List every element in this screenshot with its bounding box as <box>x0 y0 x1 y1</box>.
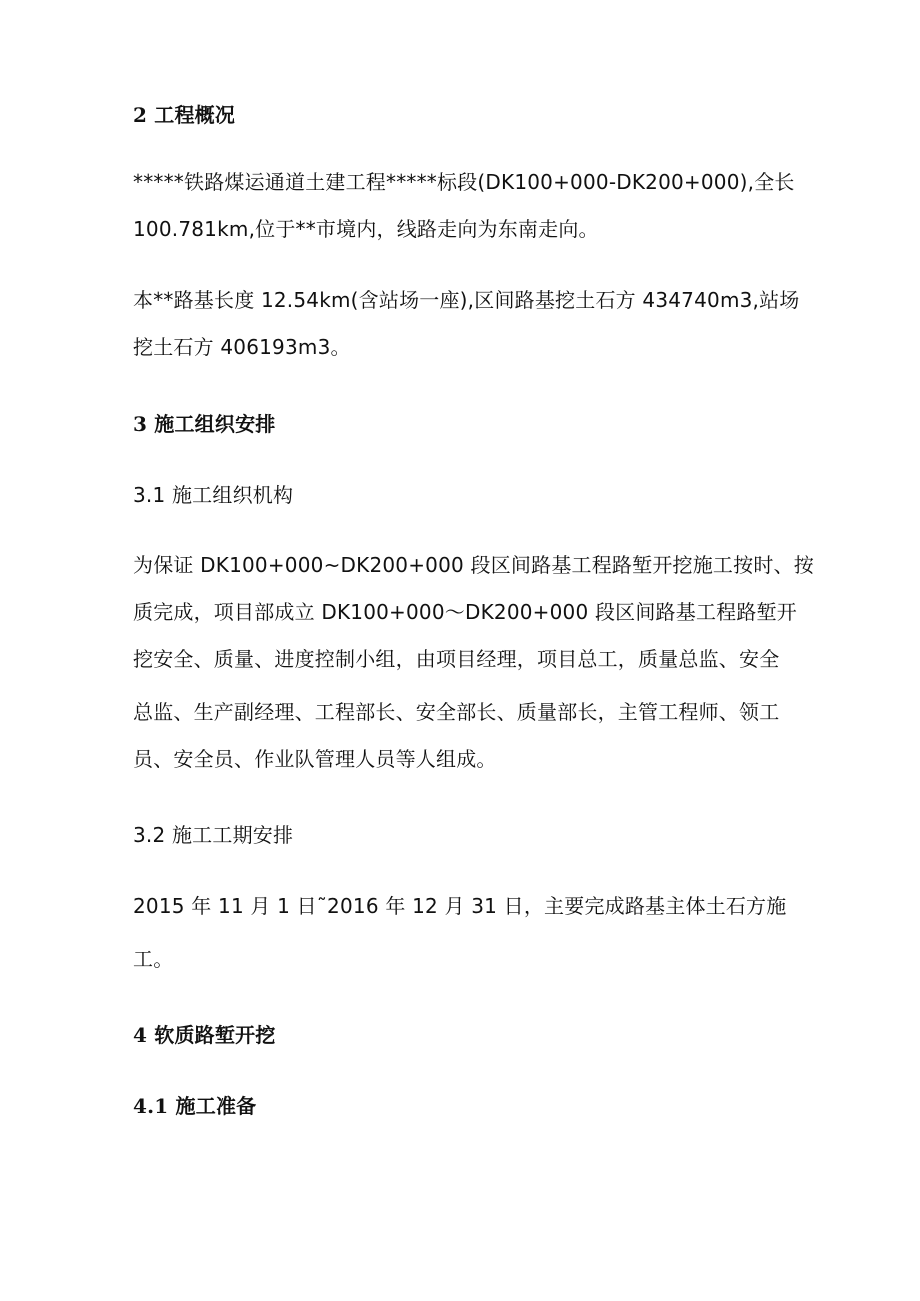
paragraph-line: 质完成，项目部成立 DK100+000～DK200+000 段区间路基工程路堑开 <box>133 600 797 624</box>
paragraph-line: 员、安全员、作业队管理人员等人组成。 <box>133 747 497 771</box>
paragraph-line: 为保证 DK100+000~DK200+000 段区间路基工程路堑开挖施工按时、按 <box>133 553 814 577</box>
paragraph-line: 本**路基长度 12.54km(含站场一座),区间路基挖土石方 434740m3,站场 <box>133 288 800 312</box>
subsection-heading-3-2: 3.2 施工工期安排 <box>133 823 294 847</box>
paragraph-line: 挖土石方 406193m3。 <box>133 335 351 359</box>
paragraph-line: 总监、生产副经理、工程部长、安全部长、质量部长，主管工程师、领工 <box>133 700 780 724</box>
paragraph-line: 100.781km,位于**市境内，线路走向为东南走向。 <box>133 217 599 241</box>
subsection-heading-3-1: 3.1 施工组织机构 <box>133 483 294 507</box>
paragraph-line: 2015 年 11 月 1 日˜2016 年 12 月 31 日，主要完成路基主体土石方施 <box>133 894 787 918</box>
subsection-heading-4-1: 4.1 施工准备 <box>133 1094 257 1118</box>
paragraph-line: 工。 <box>133 947 174 971</box>
paragraph-line: 挖安全、质量、进度控制小组，由项目经理，项目总工，质量总监、安全 <box>133 647 780 671</box>
section-heading-3: 3 施工组织安排 <box>133 412 276 436</box>
paragraph-line: *****铁路煤运通道土建工程*****标段(DK100+000-DK200+000),全长 <box>133 170 795 194</box>
section-heading-4: 4 软质路堑开挖 <box>133 1023 276 1047</box>
section-heading-2: 2 工程概况 <box>133 103 236 127</box>
